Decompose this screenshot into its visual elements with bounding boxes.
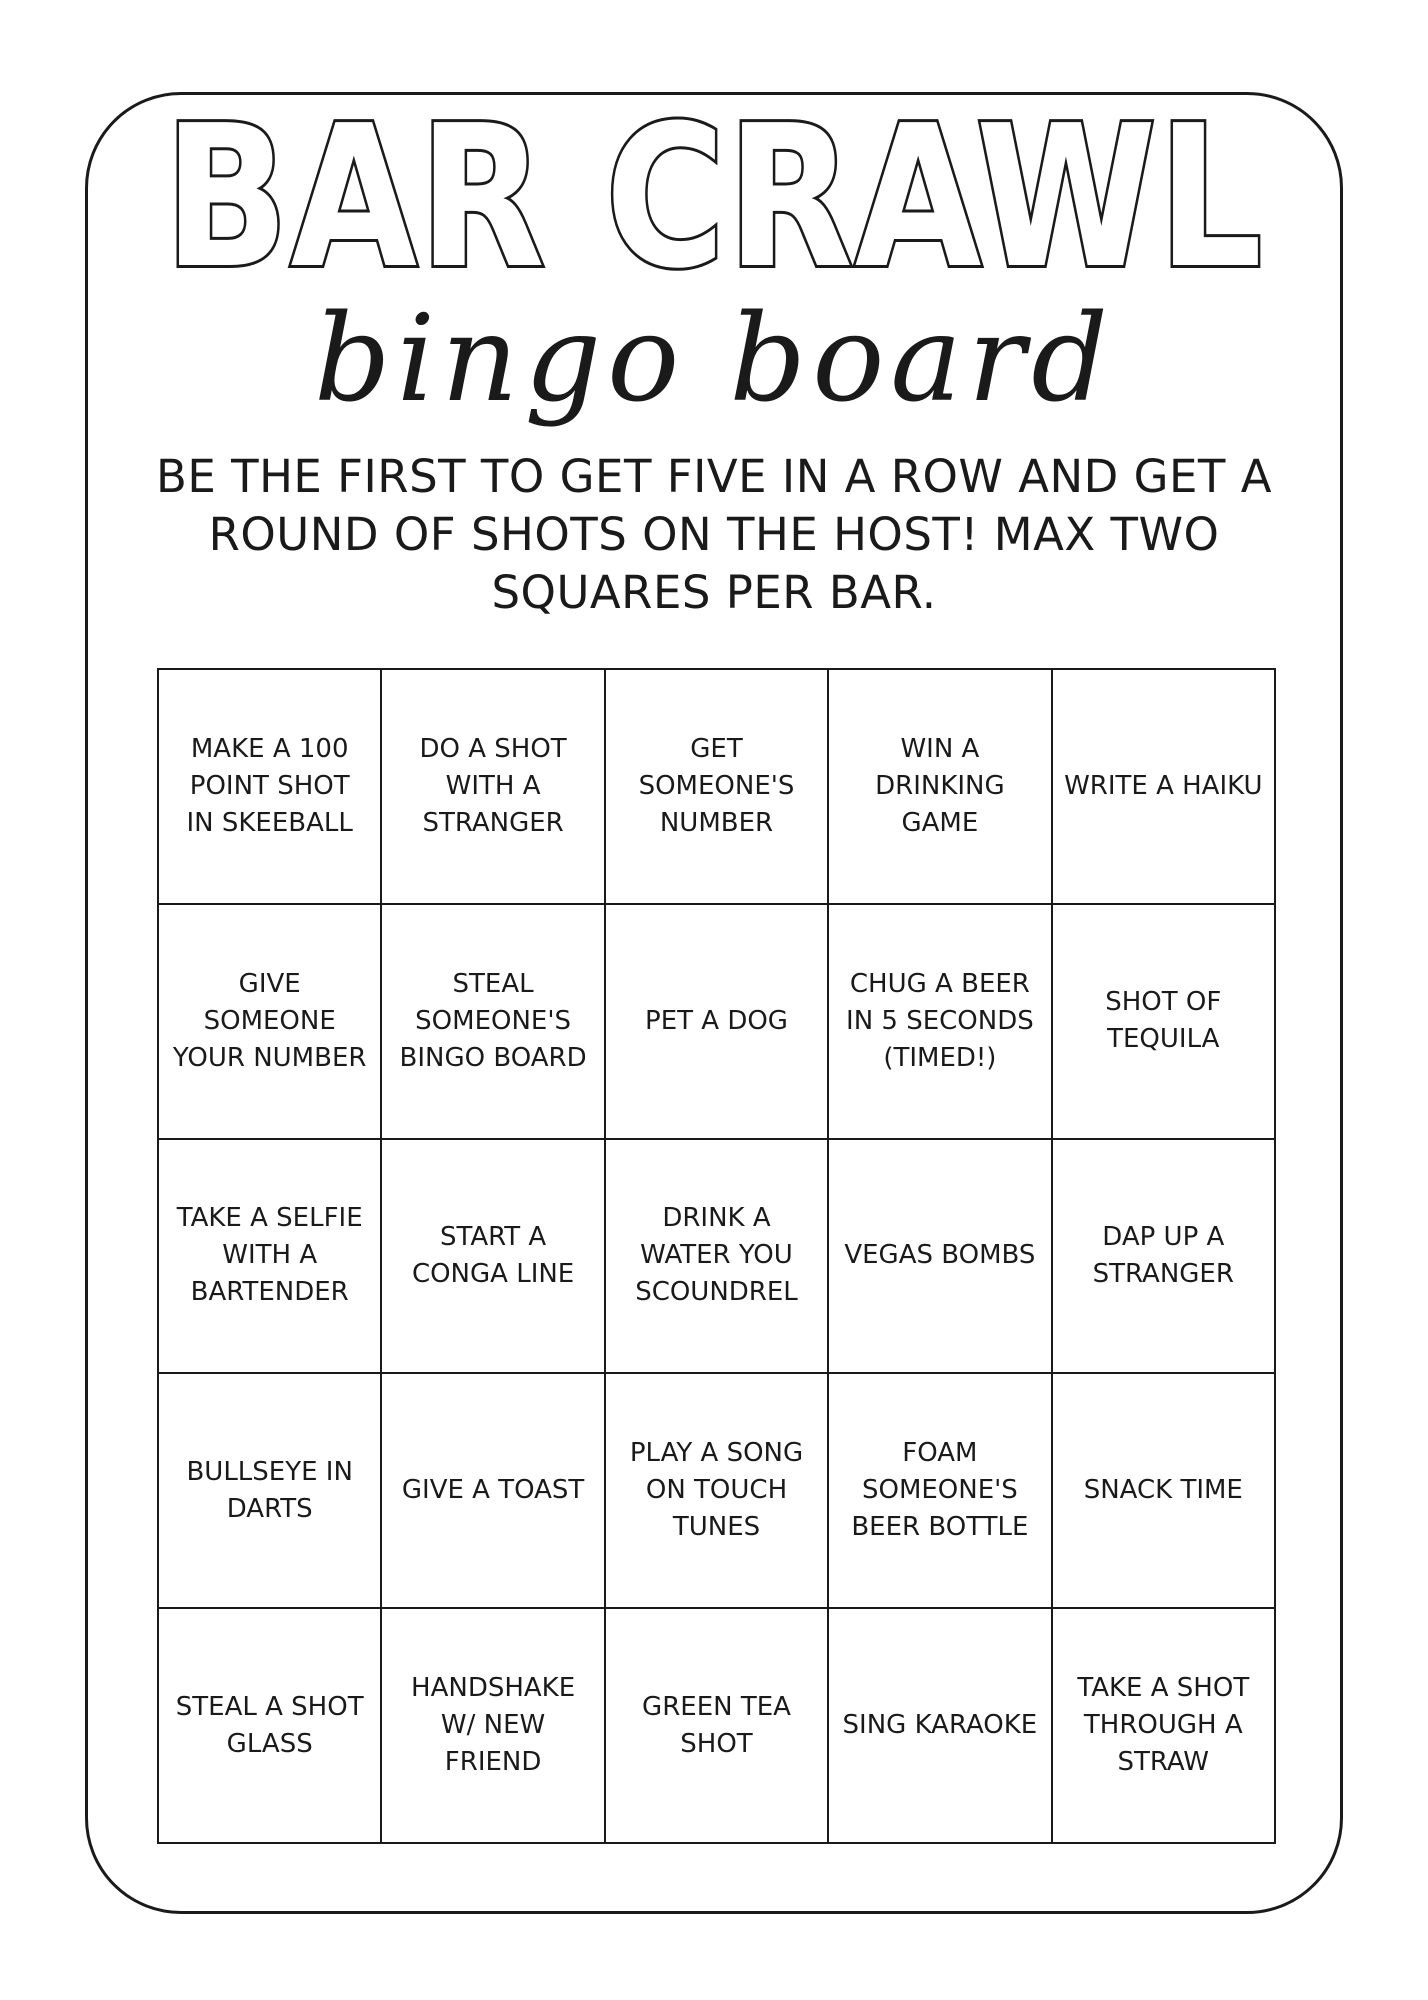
title: BAR CRAWL [164,84,1264,312]
bingo-cell[interactable]: DRINK A WATER YOU SCOUNDREL [606,1140,829,1375]
bingo-cell[interactable]: GIVE SOMEONE YOUR NUMBER [159,905,382,1140]
bingo-cell[interactable]: STEAL A SHOT GLASS [159,1609,382,1844]
bingo-cell[interactable]: SHOT OF TEQUILA [1053,905,1276,1140]
bingo-cell[interactable]: STEAL SOMEONE'S BINGO BOARD [382,905,605,1140]
bingo-cell[interactable]: SNACK TIME [1053,1374,1276,1609]
bingo-cell[interactable]: MAKE A 100 POINT SHOT IN SKEEBALL [159,670,382,905]
bingo-cell[interactable]: TAKE A SELFIE WITH A BARTENDER [159,1140,382,1375]
bingo-cell[interactable]: BULLSEYE IN DARTS [159,1374,382,1609]
bingo-cell[interactable]: CHUG A BEER IN 5 SECONDS (TIMED!) [829,905,1052,1140]
bingo-cell[interactable]: TAKE A SHOT THROUGH A STRAW [1053,1609,1276,1844]
bingo-cell[interactable]: PET A DOG [606,905,829,1140]
bingo-cell[interactable]: DAP UP A STRANGER [1053,1140,1276,1375]
bingo-cell[interactable]: WIN A DRINKING GAME [829,670,1052,905]
instructions: BE THE FIRST TO GET FIVE IN A ROW AND GET A ROUND OF SHOTS ON THE HOST! MAX TWO SQUARES PER BAR. [155,450,1273,619]
bingo-cell[interactable]: GET SOMEONE'S NUMBER [606,670,829,905]
bingo-cell[interactable]: PLAY A SONG ON TOUCH TUNES [606,1374,829,1609]
bingo-cell[interactable]: START A CONGA LINE [382,1140,605,1375]
bingo-cell[interactable]: WRITE A HAIKU [1053,670,1276,905]
bingo-cell[interactable]: HANDSHAKE W/ NEW FRIEND [382,1609,605,1844]
bingo-cell[interactable]: GIVE A TOAST [382,1374,605,1609]
bingo-cell[interactable]: GREEN TEA SHOT [606,1609,829,1844]
bingo-cell[interactable]: SING KARAOKE [829,1609,1052,1844]
bingo-cell[interactable]: DO A SHOT WITH A STRANGER [382,670,605,905]
bingo-grid [157,668,1276,1844]
subtitle: bingo board [314,290,1114,429]
bingo-cell[interactable]: VEGAS BOMBS [829,1140,1052,1375]
bingo-cell[interactable]: FOAM SOMEONE'S BEER BOTTLE [829,1374,1052,1609]
